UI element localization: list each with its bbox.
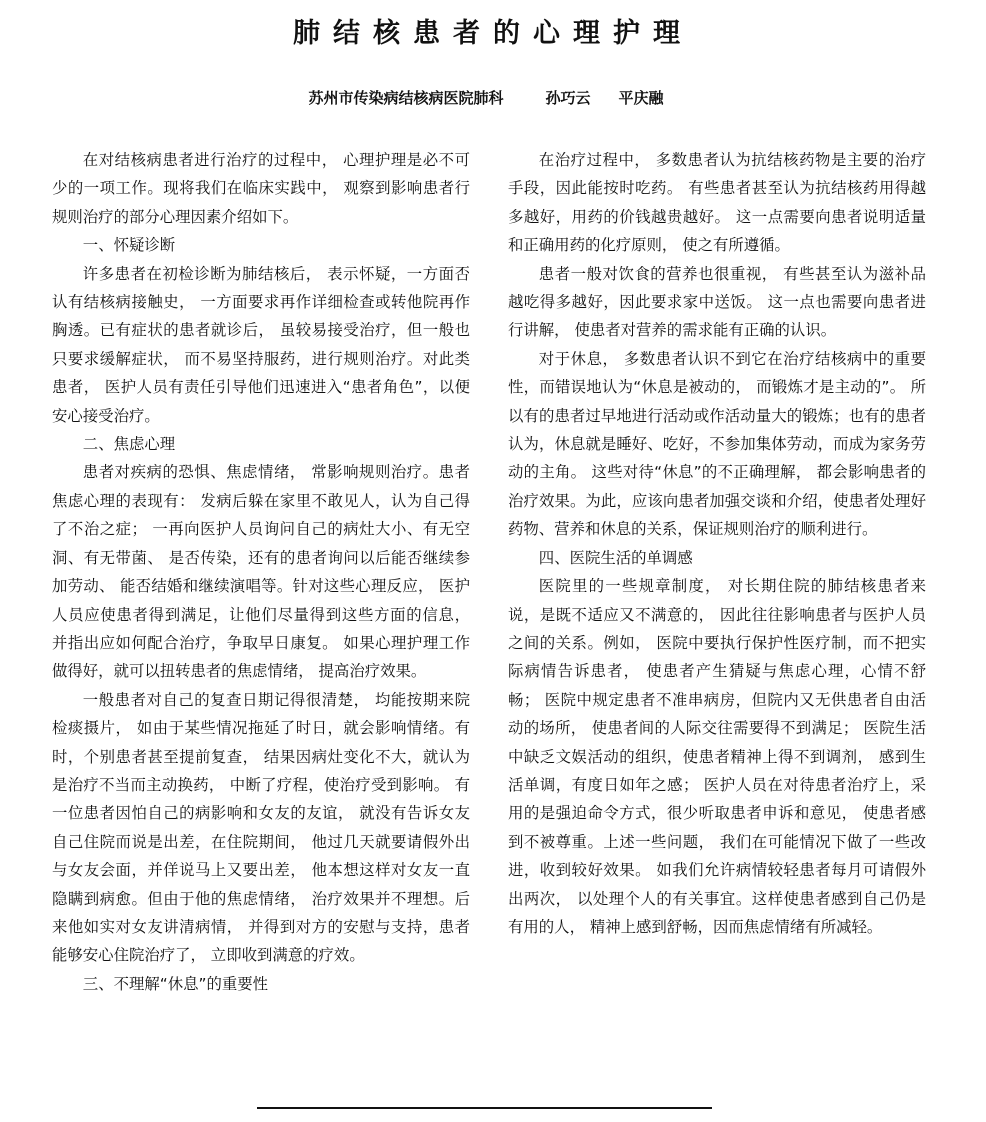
article-title: 肺结核患者的心理护理 bbox=[293, 18, 693, 49]
author-affiliation: 苏州市传染病结核病医院肺科 bbox=[308, 89, 504, 107]
author-name: 平庆融 bbox=[618, 89, 664, 107]
left-column bbox=[52, 146, 470, 998]
body-paragraph: 许多患者在初检诊断为肺结核后， 表示怀疑，一方面否认有结核病接触史， 一方面要求再作详细检查或转他院再作胸透。已有症状的患者就诊后， 虽较易接受治疗，但一般也只要求缓解症状， 而不易坚持服药，进行规则治疗。对此类患者， 医护人员有责任引导他们迅速进入“患者角色”，以便安心接受治疗。 bbox=[52, 264, 470, 425]
author-name: 孙巧云 bbox=[545, 89, 591, 107]
right-column bbox=[508, 146, 926, 941]
body-paragraph: 对于休息， 多数患者认识不到它在治疗结核病中的重要性，而错误地认为“休息是被动的， 而锻炼才是主动的”。 所以有的患者过早地进行活动或作活动量大的锻炼；也有的患者认为，休息就是睡好、吃好，不参加集体劳动，而成为家务劳动的主角。 这些对待“休息”的不正确理解， 都会影响患者的治疗效果。为此，应该向患者加强交谈和介绍，使患者处理好药物、营养和休息的关系，保证规则治疗的顺利进行。 bbox=[508, 349, 926, 539]
body-paragraph: 患者对疾病的恐惧、焦虑情绪， 常影响规则治疗。患者焦虑心理的表现有： 发病后躲在家里不敢见人，认为自己得了不治之症； 一再向医护人员询问自己的病灶大小、有无空洞、有无带菌、 是否传染，还有的患者询问以后能否继续参加劳动、 能否结婚和继续演唱等。针对这些心理反应， 医护人员应使患者得到满足，让他们尽量得到这些方面的信息， 并指出应如何配合治疗，争取早日康复。 如果心理护理工作做得好，就可以扭转患者的焦虑情绪， 提高治疗效果。 bbox=[52, 463, 470, 681]
section-heading: 三、不理解“休息”的重要性 bbox=[82, 974, 269, 993]
section-heading: 四、医院生活的单调感 bbox=[538, 548, 693, 567]
body-paragraph: 在治疗过程中， 多数患者认为抗结核药物是主要的治疗手段，因此能按时吃药。 有些患者甚至认为抗结核药用得越多越好，用药的价钱越贵越好。 这一点需要向患者说明适量和正确用药的化疗原则， 使之有所遵循。 bbox=[508, 151, 926, 255]
body-paragraph: 医院里的一些规章制度， 对长期住院的肺结核患者来说，是既不适应又不满意的， 因此往往影响患者与医护人员之间的关系。例如， 医院中要执行保护性医疗制，而不把实际病情告诉患者， 使患者产生猜疑与焦虑心理，心情不舒畅； 医院中规定患者不准串病房，但院内又无供患者自由活动的场所， 使患者间的人际交往需要得不到满足； 医院生活中缺乏文娱活动的组织，使患者精神上得不到调剂， 感到生活单调，有度日如年之感； 医护人员在对待患者治疗上，采用的是强迫命令方式，很少听取患者申诉和意见， 使患者感到不被尊重。上述一些问题， 我们在可能情况下做了一些改进，收到较好效果。 如我们允许病情较轻患者每月可请假外出两次， 以处理个人的有关事宜。这样使患者感到自己仍是有用的人， 精神上感到舒畅，因而焦虑情绪有所减轻。 bbox=[508, 577, 926, 936]
section-heading: 一、怀疑诊断 bbox=[82, 236, 176, 255]
body-paragraph: 一般患者对自己的复查日期记得很清楚， 均能按期来院检痰摄片， 如由于某些情况拖延了时日，就会影响情绪。有时，个别患者甚至提前复查， 结果因病灶变化不大，就认为是治疗不当而主动换药， 中断了疗程，使治疗受到影响。 有一位患者因怕自己的病影响和女友的友谊， 就没有告诉女友自己住院而说是出差，在住院期间， 他过几天就要请假外出与女友会面，并佯说马上又要出差， 他本想这样对女友一直隐瞒到病愈。但由于他的焦虑情绪， 治疗效果并不理想。后来他如实对女友讲清病情， 并得到对方的安慰与支持，患者能够安心住院治疗了， 立即收到满意的疗效。 bbox=[52, 690, 470, 965]
byline bbox=[0, 86, 986, 110]
body-paragraph: 患者一般对饮食的营养也很重视， 有些甚至认为滋补品越吃得多越好，因此要求家中送饭。 这一点也需要向患者进行讲解， 使患者对营养的需求能有正确的认识。 bbox=[508, 264, 926, 340]
section-heading: 二、焦虑心理 bbox=[82, 435, 176, 454]
footer-divider bbox=[257, 1107, 712, 1109]
intro-paragraph: 在对结核病患者进行治疗的过程中， 心理护理是必不可少的一项工作。现将我们在临床实践中， 观察到影响患者行规则治疗的部分心理因素介绍如下。 bbox=[52, 151, 470, 226]
